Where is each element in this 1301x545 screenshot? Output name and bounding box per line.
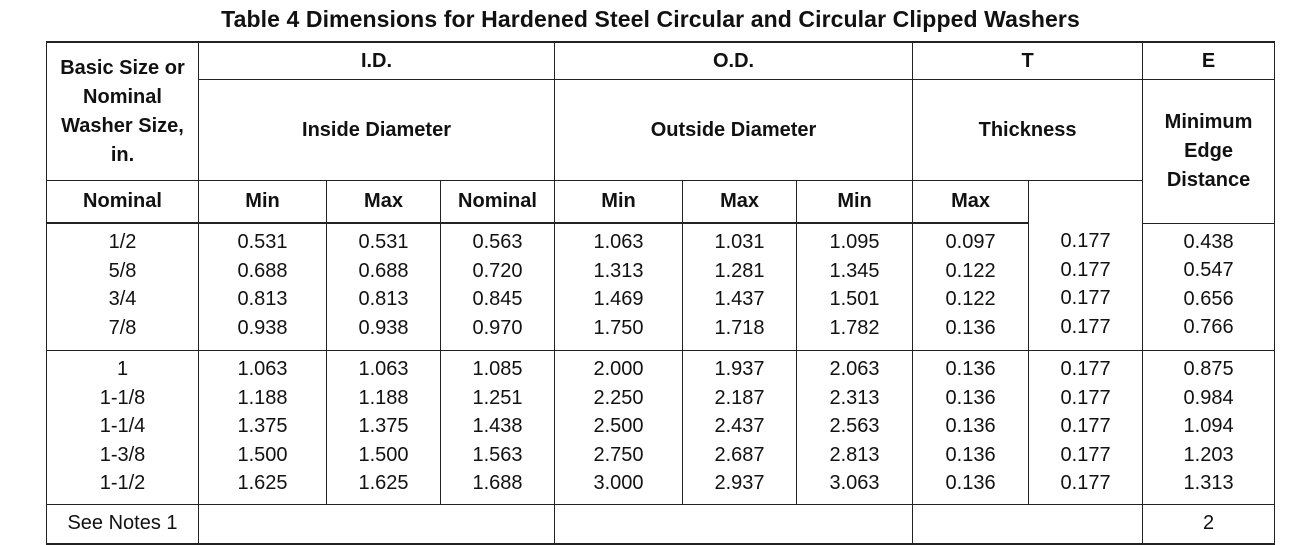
t-group-header: T: [913, 42, 1143, 80]
id-group-header: I.D.: [199, 42, 555, 80]
washer-dimensions-table: [46, 41, 1275, 545]
table-cell: 0.122: [945, 259, 996, 282]
table-cell: 1: [116, 358, 129, 380]
table-cell: 1.095: [829, 231, 880, 253]
table-title: Table 4 Dimensions for Hardened Steel Circular and Circular Clipped Washers: [221, 6, 1080, 32]
table-cell: 0.136: [945, 472, 996, 494]
table-cell: 0.177: [1060, 258, 1111, 281]
table-cell: 1.563: [472, 443, 523, 466]
table-cell: 1.375: [237, 415, 288, 437]
notes-id: [199, 504, 555, 544]
table-cell: 1-1/8: [99, 386, 146, 409]
notes-t: [913, 504, 1143, 544]
table-cell: 0.177: [1060, 415, 1111, 437]
od-nominal-cell: [555, 223, 683, 351]
od-group-header: O.D.: [555, 42, 913, 80]
basic-size-cell: [47, 223, 199, 351]
table-cell: 5/8: [108, 259, 137, 282]
table-cell: 1.688: [472, 472, 523, 494]
e-group-header: E: [1143, 42, 1275, 80]
edge-distance-cell: [1143, 351, 1275, 505]
table-cell: 1.625: [237, 472, 288, 494]
table-cell: 0.984: [1183, 386, 1234, 409]
table-cell: 0.438: [1183, 230, 1234, 253]
table-cell: 0.531: [237, 231, 288, 253]
table-cell: 1.718: [714, 316, 765, 339]
table-row: [47, 351, 1275, 505]
table-cell: 0.531: [358, 231, 409, 253]
table-cell: 1.094: [1183, 415, 1234, 437]
table-cell: 0.970: [472, 316, 523, 339]
table-cell: 0.136: [945, 316, 996, 339]
table-cell: 2.563: [829, 415, 880, 437]
table-cell: 3.000: [593, 472, 644, 494]
table-cell: 0.136: [945, 358, 996, 380]
id-nominal-cell: [199, 351, 327, 505]
t-max-cell: [1029, 223, 1143, 351]
table-cell: 0.177: [1060, 386, 1111, 409]
od-max-cell: [797, 351, 913, 505]
notes-od: [555, 504, 913, 544]
od-nominal-cell: [555, 351, 683, 505]
notes-e: 2: [1143, 504, 1275, 544]
table-cell: 1.085: [472, 358, 523, 380]
table-cell: 2.437: [714, 415, 765, 437]
table-row: [47, 223, 1275, 351]
table-cell: 7/8: [108, 316, 137, 339]
table-cell: 0.938: [358, 316, 409, 339]
table-cell: 1.031: [714, 231, 765, 253]
table-cell: 2.250: [593, 386, 644, 409]
table-cell: 0.766: [1183, 316, 1234, 338]
table-cell: 1.063: [237, 358, 288, 380]
size-group-1: [47, 223, 1275, 351]
table-cell: 1-1/4: [99, 415, 146, 437]
id-min-cell: [327, 223, 441, 351]
table-cell: 2.687: [714, 443, 765, 466]
table-cell: 1.438: [472, 415, 523, 437]
t-min-cell: [913, 351, 1029, 505]
table-cell: 1.375: [358, 415, 409, 437]
table-cell: 0.813: [358, 288, 409, 310]
table-cell: 0.688: [237, 259, 288, 282]
table-cell: 1.063: [593, 231, 644, 253]
table-cell: 0.547: [1183, 259, 1234, 281]
table-cell: 2.313: [829, 386, 880, 409]
basic-size-header: [47, 42, 199, 181]
basic-size-cell: [47, 351, 199, 505]
table-cell: 0.177: [1060, 230, 1111, 252]
table-cell: 1.313: [593, 259, 644, 282]
id-min-header: Min: [199, 181, 327, 224]
table-cell: 2.187: [714, 386, 765, 409]
table-cell: 0.177: [1060, 315, 1111, 338]
table-cell: 2.937: [714, 472, 765, 494]
od-nominal-header: Nominal: [441, 181, 555, 224]
od-min-cell: [683, 223, 797, 351]
notes-label: See Notes 1: [47, 504, 199, 544]
table-cell: 2.000: [593, 358, 644, 380]
table-cell: 3.063: [829, 472, 880, 494]
table-cell: 1-1/2: [99, 472, 146, 494]
table-cell: 0.656: [1183, 287, 1234, 310]
table-cell: 0.136: [945, 386, 996, 409]
table-cell: 1.313: [1183, 472, 1234, 494]
table-cell: 0.563: [472, 231, 523, 253]
table-cell: 1.188: [237, 386, 288, 409]
table-cell: 1.063: [358, 358, 409, 380]
id-nominal-cell: [199, 223, 327, 351]
id-min-cell: [327, 351, 441, 505]
table-cell: 0.177: [1060, 472, 1111, 494]
table-cell: 3/4: [108, 288, 137, 310]
id-nominal-header: Nominal: [47, 181, 199, 224]
table-cell: 1.750: [593, 316, 644, 339]
id-max-header: Max: [327, 181, 441, 224]
notes-row: [47, 504, 1275, 544]
inside-diameter-header: Inside Diameter: [199, 80, 555, 181]
table-cell: 1.782: [829, 316, 880, 339]
basic-size-header-text: Basic Size or Nominal Washer Size, in.: [60, 56, 185, 166]
table-cell: 1.437: [714, 288, 765, 310]
t-max-header: Max: [913, 181, 1029, 224]
id-max-cell: [441, 351, 555, 505]
table-cell: 0.720: [472, 259, 523, 282]
id-max-cell: [441, 223, 555, 351]
table-cell: 0.177: [1060, 358, 1111, 380]
outside-diameter-header: Outside Diameter: [555, 80, 913, 181]
table-cell: 1.500: [358, 443, 409, 466]
size-group-2: [47, 351, 1275, 505]
table-cell: 1.345: [829, 259, 880, 282]
t-min-header: Min: [797, 181, 913, 224]
table-cell: 2.813: [829, 443, 880, 466]
table-cell: 0.938: [237, 316, 288, 339]
t-min-cell: [913, 223, 1029, 351]
table-cell: 1.281: [714, 259, 765, 282]
table-cell: 0.845: [472, 288, 523, 310]
table-cell: 0.097: [945, 231, 996, 253]
table-cell: 0.122: [945, 288, 996, 310]
table-cell: 1/2: [108, 231, 137, 253]
table-cell: 0.177: [1060, 287, 1111, 309]
table-cell: 0.136: [945, 415, 996, 437]
od-max-cell: [797, 223, 913, 351]
edge-distance-header-text: Minimum Edge Distance: [1164, 110, 1253, 191]
table-cell: 0.813: [237, 288, 288, 310]
table-cell: 1.625: [358, 472, 409, 494]
table-cell: 0.177: [1060, 443, 1111, 466]
table-cell: 0.136: [945, 443, 996, 466]
edge-distance-cell: [1143, 223, 1275, 351]
table-cell: 1.501: [829, 288, 880, 310]
table-cell: 1.469: [593, 288, 644, 310]
od-max-header: Max: [683, 181, 797, 224]
t-max-cell: [1029, 351, 1143, 505]
notes-group: [47, 504, 1275, 544]
thickness-header: Thickness: [913, 80, 1143, 181]
od-min-cell: [683, 351, 797, 505]
table-cell: 0.875: [1183, 358, 1234, 380]
table-cell: 1.937: [714, 358, 765, 380]
table-cell: 2.750: [593, 443, 644, 466]
edge-distance-header: [1143, 80, 1275, 224]
table-cell: 2.063: [829, 358, 880, 380]
table-cell: 2.500: [593, 415, 644, 437]
table-cell: 1-3/8: [99, 443, 146, 466]
table-cell: 1.203: [1183, 443, 1234, 466]
table-cell: 0.688: [358, 259, 409, 282]
table-cell: 1.500: [237, 443, 288, 466]
table-cell: 1.188: [358, 386, 409, 409]
table-cell: 1.251: [472, 386, 523, 409]
od-min-header: Min: [555, 181, 683, 224]
